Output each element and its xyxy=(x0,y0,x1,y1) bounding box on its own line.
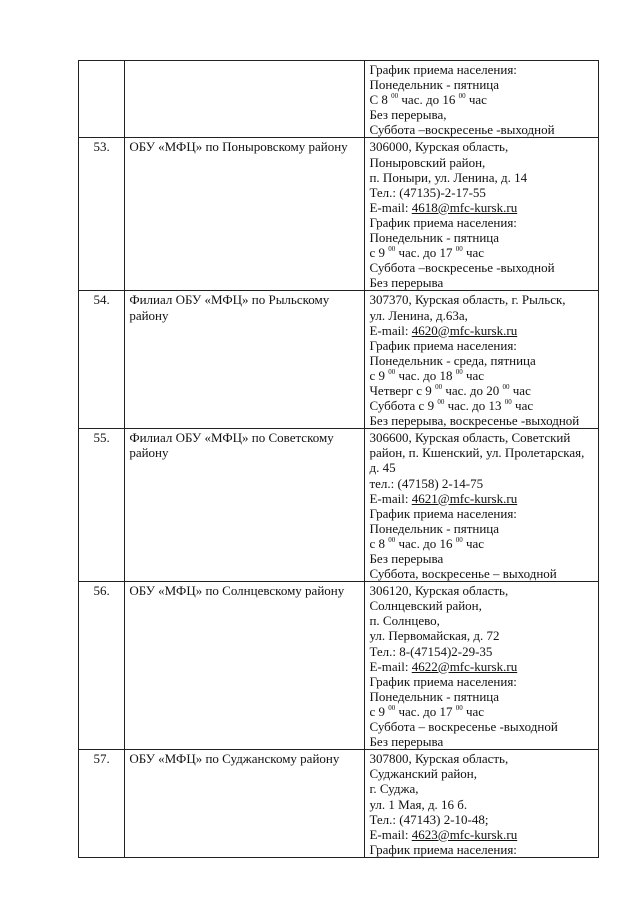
email-line xyxy=(369,827,594,842)
email-label: E-mail: xyxy=(369,199,412,215)
info-line: Понедельник - пятница xyxy=(369,230,500,246)
organization-name: ОБУ «МФЦ» по Суджанскому району xyxy=(125,750,365,858)
schedule-hours xyxy=(369,383,594,398)
schedule-hours xyxy=(369,536,594,551)
time-prefix: с 9 xyxy=(369,703,389,719)
email-link[interactable]: 4618@mfc-kursk.ru xyxy=(411,199,518,215)
time-suffix: час xyxy=(462,367,485,383)
time-minutes: 00 xyxy=(502,382,510,391)
table-row xyxy=(79,750,599,858)
info-line: п. Солнцево, xyxy=(369,613,440,629)
info-line: Без перерыва xyxy=(369,275,444,291)
organization-name xyxy=(125,61,365,138)
time-minutes: 00 xyxy=(455,245,463,254)
email-line xyxy=(369,200,594,215)
row-number: 54. xyxy=(79,291,125,429)
email-link[interactable]: 4621@mfc-kursk.ru xyxy=(411,490,518,506)
time-prefix: с 9 xyxy=(369,245,389,261)
email-line xyxy=(369,491,594,506)
time-prefix: Суббота с 9 xyxy=(369,398,438,414)
time-minutes: 00 xyxy=(388,367,396,376)
time-minutes: 00 xyxy=(455,367,463,376)
time-prefix: С 8 xyxy=(369,92,392,108)
time-minutes: 00 xyxy=(458,92,466,101)
row-number: 57. xyxy=(79,750,125,858)
info-line: Без перерыва, воскресенье -выходной xyxy=(369,413,580,429)
info-line: Понедельник - среда, пятница xyxy=(369,352,536,368)
info-line: Суббота – воскресенье -выходной xyxy=(369,719,558,735)
time-minutes: 00 xyxy=(437,398,445,407)
time-suffix: час xyxy=(465,92,487,108)
table-row xyxy=(79,429,599,582)
info-line: Суббота, воскресенье – выходной xyxy=(369,566,557,582)
time-prefix: Четверг с 9 xyxy=(369,382,436,398)
time-minutes: 00 xyxy=(435,382,443,391)
time-minutes: 00 xyxy=(455,535,463,544)
time-suffix: час xyxy=(511,398,534,414)
time-suffix: час xyxy=(462,535,485,551)
organization-name: ОБУ «МФЦ» по Солнцевскому району xyxy=(125,582,365,750)
info-line: 307370, Курская область, г. Рыльск, xyxy=(369,292,566,308)
info-line: Суджанский район, xyxy=(369,766,478,782)
time-middle: час. до 18 xyxy=(395,367,456,383)
email-label: E-mail: xyxy=(369,826,412,842)
row-number: 55. xyxy=(79,429,125,582)
time-minutes: 00 xyxy=(388,535,396,544)
contact-info xyxy=(365,582,599,750)
schedule-hours xyxy=(369,245,594,260)
info-line: ул. 1 Мая, д. 16 б. xyxy=(369,796,468,812)
info-line: Понедельник - пятница xyxy=(369,520,500,536)
info-line: Понедельник - пятница xyxy=(369,688,500,704)
info-line: График приема населения: xyxy=(369,62,517,77)
time-middle: час. до 20 xyxy=(442,382,503,398)
info-line: п. Поныри, ул. Ленина, д. 14 xyxy=(369,169,528,185)
table-body xyxy=(79,61,599,858)
time-suffix: час xyxy=(509,382,531,398)
time-minutes: 00 xyxy=(388,245,396,254)
info-line: Без перерыва, xyxy=(369,107,447,123)
email-line xyxy=(369,659,594,674)
email-link[interactable]: 4622@mfc-kursk.ru xyxy=(411,658,518,674)
organization-name: Филиал ОБУ «МФЦ» по Рыльскому району xyxy=(125,291,365,429)
info-line: График приема населения: xyxy=(369,337,517,353)
time-minutes: 00 xyxy=(391,92,399,101)
info-line: 306000, Курская область, xyxy=(369,139,509,155)
time-middle: час. до 17 xyxy=(395,245,456,261)
email-label: E-mail: xyxy=(369,658,412,674)
contact-info xyxy=(365,429,599,582)
time-suffix: час xyxy=(462,245,485,261)
info-line: Тел.: (47143) 2-10-48; xyxy=(369,811,489,827)
organization-name: Филиал ОБУ «МФЦ» по Советскому району xyxy=(125,429,365,582)
address-text: 306600, Курская область, Советский район, п. Кшенский, ул. Пролетарская, д. 45 xyxy=(369,430,585,476)
info-line: Солнцевский район, xyxy=(369,598,482,614)
table-row xyxy=(79,582,599,750)
info-line: График приема населения: xyxy=(369,214,517,230)
info-line: График приема населения: xyxy=(369,505,517,521)
organization-name: ОБУ «МФЦ» по Поныровскому району xyxy=(125,138,365,291)
time-middle: час. до 16 xyxy=(398,92,459,108)
row-number: 56. xyxy=(79,582,125,750)
table-row xyxy=(79,138,599,291)
schedule-hours xyxy=(369,368,594,383)
contact-info xyxy=(365,61,599,138)
email-link[interactable]: 4620@mfc-kursk.ru xyxy=(411,322,518,338)
info-line: г. Суджа, xyxy=(369,781,419,797)
time-minutes: 00 xyxy=(455,703,463,712)
email-label: E-mail: xyxy=(369,490,412,506)
time-prefix: с 8 xyxy=(369,535,389,551)
email-label: E-mail: xyxy=(369,322,412,338)
info-line: График приема населения: xyxy=(369,841,517,857)
info-line: ул. Первомайская, д. 72 xyxy=(369,628,500,644)
info-line: Понедельник - пятница xyxy=(369,77,500,93)
time-middle: час. до 16 xyxy=(395,535,456,551)
schedule-hours xyxy=(369,398,594,413)
info-line: Поныровский район, xyxy=(369,154,486,170)
schedule-hours xyxy=(369,704,594,719)
info-line: Без перерыва xyxy=(369,551,444,566)
row-number xyxy=(79,61,125,138)
time-middle: час. до 17 xyxy=(395,703,456,719)
info-line: Без перерыва xyxy=(369,734,444,750)
email-link[interactable]: 4623@mfc-kursk.ru xyxy=(411,826,518,842)
email-line xyxy=(369,323,594,338)
mfc-offices-table xyxy=(78,60,599,858)
info-line: Суббота –воскресенье -выходной xyxy=(369,260,555,276)
table-row xyxy=(79,61,599,138)
row-number: 53. xyxy=(79,138,125,291)
info-line: 307800, Курская область, xyxy=(369,751,509,767)
time-suffix: час xyxy=(462,703,485,719)
schedule-hours xyxy=(369,92,594,107)
time-minutes: 00 xyxy=(504,398,512,407)
info-line: Суббота –воскресенье -выходной xyxy=(369,122,555,138)
time-minutes: 00 xyxy=(388,703,396,712)
contact-info xyxy=(365,291,599,429)
info-line: ул. Ленина, д.63а, xyxy=(369,307,468,323)
table-row xyxy=(79,291,599,429)
info-line: тел.: (47158) 2-14-75 xyxy=(369,475,484,491)
contact-info xyxy=(365,138,599,291)
info-line: График приема населения: xyxy=(369,673,517,689)
info-line: 306120, Курская область, xyxy=(369,583,509,599)
time-prefix: с 9 xyxy=(369,367,389,383)
info-line: Тел.: (47135)-2-17-55 xyxy=(369,184,486,200)
time-middle: час. до 13 xyxy=(444,398,505,414)
contact-info xyxy=(365,750,599,858)
info-line: Тел.: 8-(47154)2-29-35 xyxy=(369,643,493,659)
